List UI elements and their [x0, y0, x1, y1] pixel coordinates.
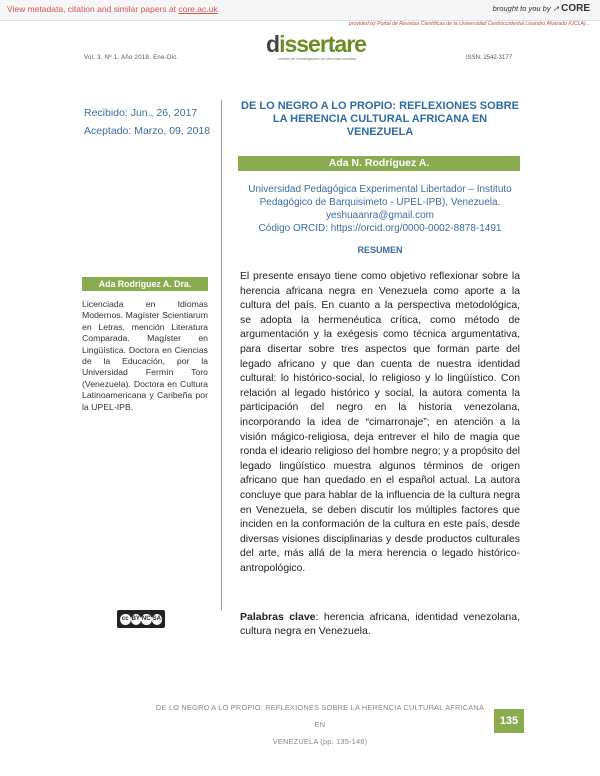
cc-nc-icon: NC [141, 614, 152, 625]
issn: ISSN: 2542-3177 [466, 55, 513, 61]
brought-by-label: brought to you by [492, 4, 551, 13]
affiliation: Universidad Pedagógica Experimental Libertador – Instituto Pedagógico de Barquisimeto - UPEL-IPB), Venezuela. [248, 184, 512, 208]
resumen-heading: RESUMEN [357, 245, 403, 255]
core-metadata-label: View metadata, citation and similar papers at [7, 4, 179, 14]
cc-sa-icon: SA [152, 614, 163, 625]
author-email[interactable]: yeshuaanra@gmail.com [326, 210, 434, 221]
author-orcid[interactable]: Código ORCID: https://orcid.org/0000-0002-8878-1491 [258, 223, 502, 234]
cc-by-icon: BY [131, 614, 142, 625]
affiliation-block [240, 183, 520, 235]
journal-logo [266, 33, 366, 63]
sidebar-author-bar: Ada Rodríguez A. Dra. [82, 277, 208, 291]
core-link[interactable]: core.ac.uk [178, 4, 218, 14]
author-name-bar: Ada N. Rodríguez A. [238, 156, 520, 171]
logo-name: issertare [279, 31, 366, 57]
page-number: 135 [494, 709, 524, 733]
core-brought-by[interactable] [493, 3, 590, 14]
core-brand: CORE [561, 3, 590, 14]
provided-by-text: provided by Portal de Revistas Científicas de la Universidad Centroccidental Lisandro Alvarado (UCLA)... [348, 21, 590, 27]
abstract-text: El presente ensayo tiene como objetivo reflexionar sobre la herencia africana negra en Venezuela como aporte a la cultura del país. En cuanto a la perspectiva metodológica, se adopta la hermenéutica crítica, como método de argumentación y la exégesis como técnica argumentativa, para disertar sobre tres aspectos que forman parte del legado africano y que dan cuenta de nuestra identidad cultural: lo histórico-social, lo religioso y lo lingüístico. Con relación al legado histórico y social, la autora comenta la participación del negro en la historia venezolana, incorporando la idea de “cimarronaje”; en atención a la visión mágico-religiosa, deja entrever el hilo de magia que ronda el ideario religioso del hombre negro; y a propósito del legado lingüístico muestra algunos términos de origen africano que han quedado en el español actual. La autora concluye que para hablar de la influencia de la cultura negra en Venezuela, se deben discutir los múltiples factores que inciden en la conformación de la cultura en este país, desde diversas visiones disciplinarias y desde productos culturales del arte, más allá de la mera herencia o legado histórico-antropológico. [240, 271, 520, 574]
footer-title-line-2: VENEZUELA (pp. 135-148) [272, 737, 368, 746]
core-logo-icon: ↗ [552, 4, 559, 13]
cc-icon: cc [120, 614, 131, 625]
article-title: DE LO NEGRO A LO PROPIO: REFLEXIONES SOBRE LA HERENCIA CULTURAL AFRICANA EN VENEZUELA [241, 100, 519, 138]
logo-tagline: revista de investigación en ciencias sociales [278, 56, 357, 61]
keywords-label: Palabras clave [240, 611, 316, 623]
volume-info: Vol. 3. Nº 1. Año 2018. Ene-Dic. [84, 55, 179, 61]
logo-prefix: d [266, 31, 280, 57]
dates-block [84, 104, 210, 140]
column-divider [221, 100, 222, 610]
creative-commons-badge[interactable] [117, 610, 165, 628]
running-footer [150, 699, 490, 750]
keywords-block [240, 610, 520, 638]
received-date: Recibido: Jun., 26, 2017 [84, 107, 198, 119]
core-metadata-text [7, 4, 218, 14]
keywords-list: : herencia africana, identidad venezolana, cultura negra en Venezuela. [240, 611, 520, 637]
footer-title-line-1: DE LO NEGRO A LO PROPIO: REFLEXIONES SOBRE LA HERENCIA CULTURAL AFRICANA EN [155, 703, 485, 729]
sidebar-author-bio: Licenciada en Idiomas Modernos. Magíster Scientiarum en Letras, mención Literatura Comparada. Magíster en Lingüística. Doctora en Ciencias de la Educación, por la Universidad Fermín Toro (Venezuela). Doctora en Cultura Latinoamericana y Caribeña por la UPEL-IPB. [82, 299, 208, 412]
accepted-date: Aceptado: Marzo, 09, 2018 [84, 125, 211, 137]
